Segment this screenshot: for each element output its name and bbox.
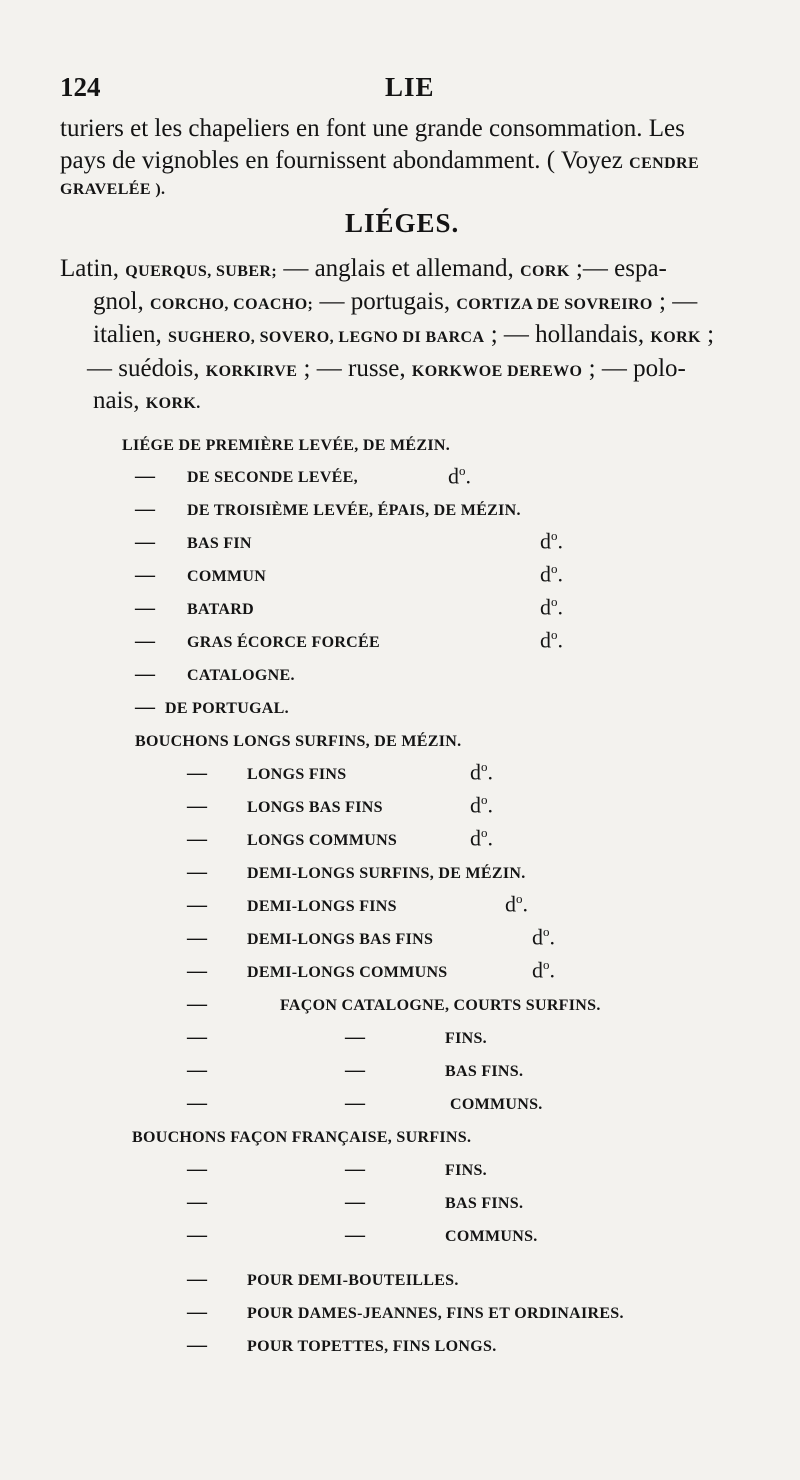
names-text: italien, — [93, 321, 162, 348]
ditto-mark — [470, 759, 493, 785]
intro-line-2-text: pays de vignobles en fournissent abondamment. ( Voyez — [60, 147, 623, 174]
ditto-sup: o — [551, 594, 558, 609]
names-term: KORK. — [145, 395, 201, 412]
names-text: ; — polo- — [588, 355, 686, 382]
dash-mark: — — [187, 1158, 207, 1180]
entry-row: BOUCHONS LONGS SURFINS, DE MÉZIN. — [135, 733, 462, 750]
names-line-4 — [87, 356, 686, 381]
ditto-letter: d — [532, 957, 543, 983]
entry-row: BAS FIN — [187, 535, 252, 552]
names-term: CORK — [520, 263, 570, 280]
names-term: CORCHO, COACHO; — [149, 296, 314, 313]
dash-mark: — — [187, 828, 207, 850]
names-text: — suédois, — [87, 355, 200, 382]
dash-mark: — — [187, 1026, 207, 1048]
dash-mark: — — [135, 531, 155, 553]
dash-mark: — — [187, 1191, 207, 1213]
ditto-mark — [448, 463, 471, 489]
names-text: ; — hollandais, — [490, 321, 645, 348]
ditto-sup: o — [543, 957, 550, 972]
section-title: LIÉGES. — [345, 208, 460, 238]
entry-row: BOUCHONS FAÇON FRANÇAISE, SURFINS. — [132, 1129, 472, 1146]
ditto-mark — [540, 561, 563, 587]
ditto-mark — [540, 528, 563, 554]
ditto-dot: . — [549, 924, 555, 950]
ditto-mark — [540, 627, 563, 653]
entry-row: COMMUNS. — [445, 1228, 538, 1245]
ditto-letter: d — [448, 463, 459, 489]
ditto-dot: . — [557, 528, 563, 554]
ditto-sup: o — [481, 825, 488, 840]
dash-mark: — — [345, 1059, 365, 1081]
entry-row: LONGS FINS — [247, 766, 347, 783]
dash-mark: — — [345, 1026, 365, 1048]
names-line-5 — [93, 388, 201, 413]
ditto-dot: . — [465, 463, 471, 489]
dash-mark: — — [187, 1268, 207, 1290]
names-text: — anglais et allemand, — [283, 255, 514, 282]
entry-row: DEMI-LONGS FINS — [247, 898, 397, 915]
dash-mark: — — [187, 1092, 207, 1114]
entry-row: BAS FINS. — [445, 1063, 524, 1080]
ditto-mark — [532, 957, 555, 983]
ditto-letter: d — [540, 528, 551, 554]
dash-mark: — — [187, 861, 207, 883]
names-line-3 — [93, 322, 714, 347]
names-text: Latin, — [60, 255, 120, 282]
dash-mark: — — [187, 1334, 207, 1356]
entry-row: COMMUN — [187, 568, 267, 585]
ditto-sup: o — [543, 924, 550, 939]
entry-row: COMMUNS. — [450, 1096, 543, 1113]
intro-line-2 — [60, 148, 699, 173]
ditto-letter: d — [540, 561, 551, 587]
names-text: ; — russe, — [303, 355, 406, 382]
ditto-sup: o — [481, 759, 488, 774]
ditto-mark — [540, 594, 563, 620]
entry-row: LONGS BAS FINS — [247, 799, 383, 816]
page-number: 124 — [60, 72, 101, 102]
ditto-letter: d — [470, 759, 481, 785]
ditto-dot: . — [557, 561, 563, 587]
entry-row: DE TROISIÈME LEVÉE, ÉPAIS, DE MÉZIN. — [187, 502, 521, 519]
ditto-dot: . — [557, 627, 563, 653]
dash-mark: — — [135, 696, 155, 718]
dash-mark: — — [187, 1224, 207, 1246]
entry-row: FINS. — [445, 1030, 487, 1047]
names-term: QUERQUS, SUBER; — [125, 263, 278, 280]
ditto-letter: d — [532, 924, 543, 950]
names-term: KORK — [650, 329, 701, 346]
dash-mark: — — [345, 1191, 365, 1213]
entry-row: BATARD — [187, 601, 254, 618]
entry-row: CATALOGNE. — [187, 667, 295, 684]
entry-row: GRAS ÉCORCE FORCÉE — [187, 634, 380, 651]
ditto-letter: d — [470, 792, 481, 818]
intro-line-3: GRAVELÉE ). — [60, 181, 166, 198]
dash-mark: — — [187, 1059, 207, 1081]
dash-mark: — — [187, 927, 207, 949]
dash-mark: — — [187, 993, 207, 1015]
ditto-dot: . — [522, 891, 528, 917]
entry-row: POUR DAMES-JEANNES, FINS ET ORDINAIRES. — [247, 1305, 624, 1322]
dash-mark: — — [345, 1158, 365, 1180]
dash-mark: — — [135, 564, 155, 586]
entry-row: POUR DEMI-BOUTEILLES. — [247, 1272, 459, 1289]
intro-line-1: turiers et les chapeliers en font une grande consommation. Les — [60, 115, 685, 142]
ditto-letter: d — [505, 891, 516, 917]
entry-row: DEMI-LONGS BAS FINS — [247, 931, 434, 948]
intro-smallcaps: CENDRE — [629, 155, 700, 172]
entry-row: LONGS COMMUNS — [247, 832, 398, 849]
ditto-dot: . — [487, 759, 493, 785]
dash-mark: — — [187, 960, 207, 982]
ditto-sup: o — [551, 528, 558, 543]
ditto-sup: o — [459, 463, 466, 478]
dash-mark: — — [135, 630, 155, 652]
entry-row: FAÇON CATALOGNE, COURTS SURFINS. — [280, 997, 601, 1014]
ditto-letter: d — [470, 825, 481, 851]
ditto-dot: . — [487, 792, 493, 818]
names-term: SUGHERO, SOVERO, LEGNO DI BARCA — [167, 329, 485, 346]
ditto-sup: o — [551, 561, 558, 576]
dash-mark: — — [187, 795, 207, 817]
dash-mark: — — [135, 498, 155, 520]
names-line-1 — [60, 256, 667, 281]
dash-mark: — — [187, 894, 207, 916]
names-text: ; — — [659, 288, 698, 315]
dash-mark: — — [187, 1301, 207, 1323]
names-text: nais, — [93, 387, 140, 414]
ditto-dot: . — [549, 957, 555, 983]
names-term: KORKIRVE — [205, 363, 298, 380]
ditto-letter: d — [540, 594, 551, 620]
entry-row: DE SECONDE LEVÉE, — [187, 469, 358, 486]
entry-row: LIÉGE DE PREMIÈRE LEVÉE, DE MÉZIN. — [122, 437, 451, 454]
names-text: gnol, — [93, 288, 144, 315]
dash-mark: — — [345, 1092, 365, 1114]
dash-mark: — — [135, 465, 155, 487]
ditto-letter: d — [540, 627, 551, 653]
ditto-sup: o — [481, 792, 488, 807]
entry-row: BAS FINS. — [445, 1195, 524, 1212]
entry-row: DE PORTUGAL. — [165, 700, 289, 717]
ditto-sup: o — [551, 627, 558, 642]
names-term: KORKWOE DEREWO — [411, 363, 583, 380]
names-line-2 — [93, 289, 697, 314]
entry-row: FINS. — [445, 1162, 487, 1179]
names-text: ;— espa- — [575, 255, 667, 282]
ditto-mark — [532, 924, 555, 950]
names-text: ; — [707, 321, 715, 348]
ditto-sup: o — [516, 891, 523, 906]
dash-mark: — — [135, 597, 155, 619]
dash-mark: — — [345, 1224, 365, 1246]
names-text: — portugais, — [319, 288, 451, 315]
ditto-mark — [470, 825, 493, 851]
ditto-mark — [470, 792, 493, 818]
dash-mark: — — [135, 663, 155, 685]
entry-row: POUR TOPETTES, FINS LONGS. — [247, 1338, 497, 1355]
running-head: LIE — [385, 72, 435, 102]
ditto-mark — [505, 891, 528, 917]
ditto-dot: . — [487, 825, 493, 851]
entry-row: DEMI-LONGS SURFINS, DE MÉZIN. — [247, 865, 526, 882]
ditto-dot: . — [557, 594, 563, 620]
entry-row: DEMI-LONGS COMMUNS — [247, 964, 448, 981]
dash-mark: — — [187, 762, 207, 784]
names-term: CORTIZA DE SOVREIRO — [456, 296, 653, 313]
